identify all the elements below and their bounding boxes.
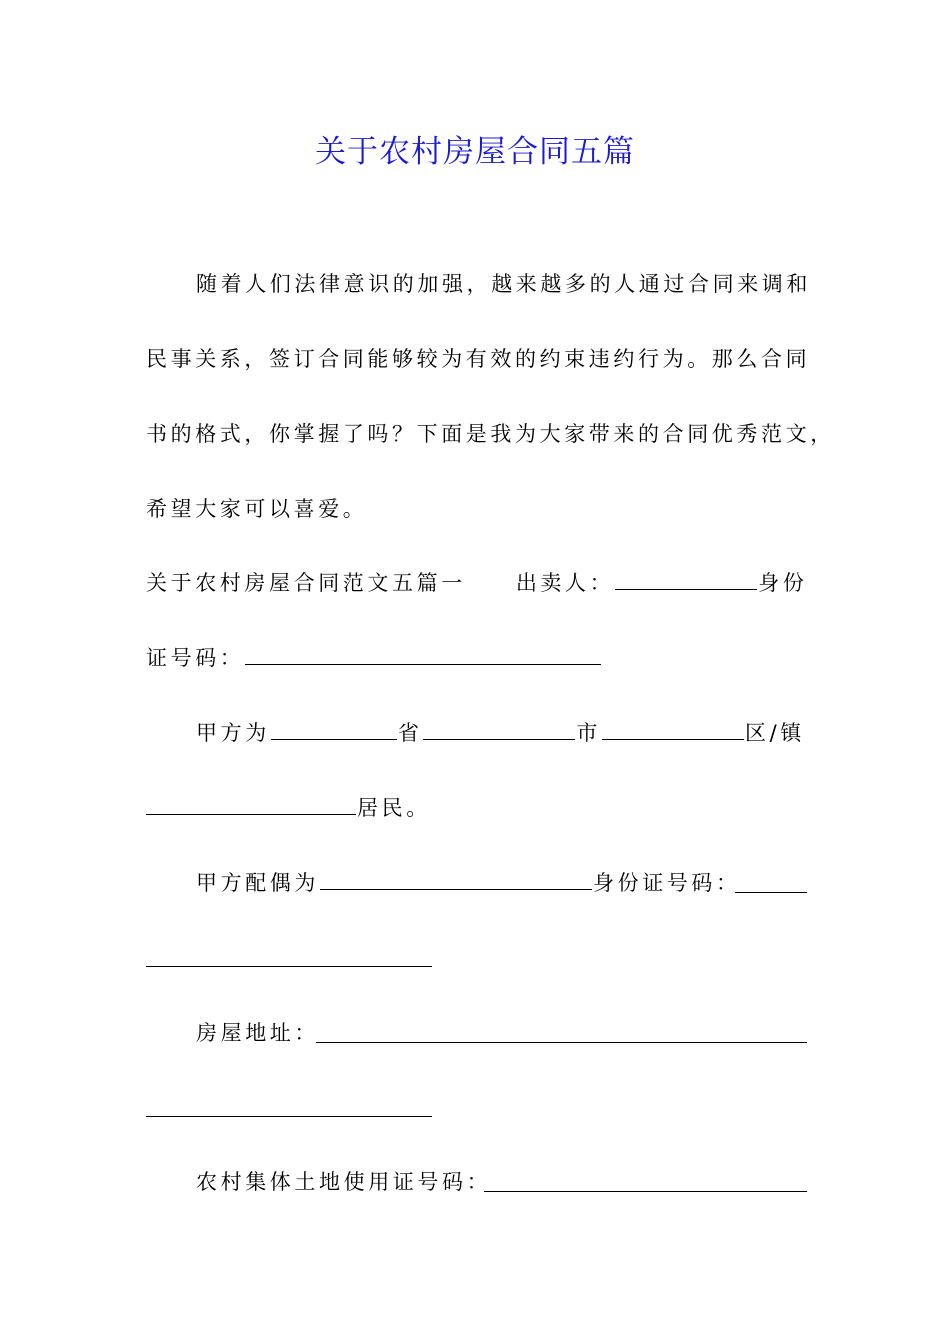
party-a-prefix: 甲方为 xyxy=(196,721,270,745)
house-address-label: 房屋地址： xyxy=(196,1021,319,1045)
section-heading-line xyxy=(146,567,810,599)
intro-line-4: 希望大家可以喜爱。 xyxy=(146,497,368,521)
id-number-line xyxy=(146,642,810,674)
intro-line-3: 书的格式，你掌握了吗？下面是我为大家带来的合同优秀范文， xyxy=(146,422,835,446)
seller-label: 出卖人： xyxy=(515,571,615,595)
district-label: 区/镇 xyxy=(745,721,805,745)
spouse-name-blank[interactable] xyxy=(320,869,592,890)
party-a-line xyxy=(196,717,810,749)
intro-line-2: 民事关系，签订合同能够较为有效的约束违约行为。那么合同 xyxy=(146,347,811,371)
land-cert-label: 农村集体土地使用证号码： xyxy=(196,1170,492,1194)
spouse-id-blank-part2[interactable] xyxy=(146,965,432,967)
resident-label: 居民。 xyxy=(357,796,431,820)
town-blank[interactable] xyxy=(146,794,356,815)
section-heading: 关于农村房屋合同范文五篇一 xyxy=(146,571,466,595)
city-label: 市 xyxy=(576,721,602,745)
spouse-id-blank-part1[interactable] xyxy=(735,891,807,893)
spouse-label: 甲方配偶为 xyxy=(196,871,319,895)
id-label-part2: 证号码： xyxy=(146,646,245,670)
seller-id-blank[interactable] xyxy=(245,644,601,665)
house-address-line xyxy=(196,1017,810,1049)
city-blank[interactable] xyxy=(423,719,575,740)
land-cert-blank[interactable] xyxy=(484,1190,807,1192)
land-cert-line xyxy=(196,1166,810,1198)
province-blank[interactable] xyxy=(271,719,397,740)
district-blank[interactable] xyxy=(602,719,744,740)
house-address-blank-part1[interactable] xyxy=(316,1041,807,1043)
id-label-part1: 身份 xyxy=(758,571,808,595)
spouse-id-label: 身份证号码： xyxy=(593,871,741,895)
spouse-line xyxy=(196,867,810,899)
resident-line xyxy=(146,792,810,824)
intro-line-1: 随着人们法律意识的加强，越来越多的人通过合同来调和 xyxy=(196,272,811,296)
document-title: 关于农村房屋合同五篇 xyxy=(315,134,635,170)
province-label: 省 xyxy=(397,721,423,745)
house-address-blank-part2[interactable] xyxy=(146,1115,432,1117)
seller-blank[interactable] xyxy=(615,569,757,590)
